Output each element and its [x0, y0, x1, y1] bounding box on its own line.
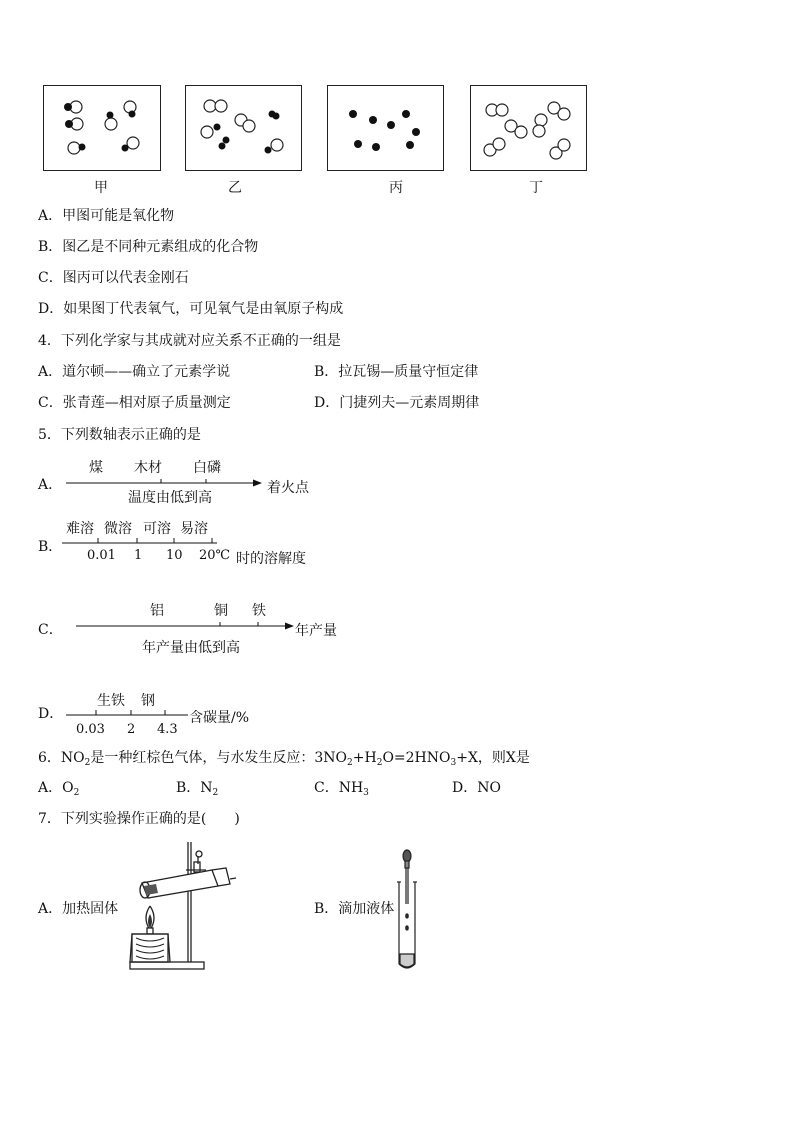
q4-stem: 4．下列化学家与其成就对应关系不正确的一组是 [38, 333, 341, 349]
q5-d-axis [66, 710, 190, 720]
figure-box-bing [327, 85, 444, 171]
q5-d-tick-0: 0.03 [76, 722, 105, 737]
q3-option-d: D．如果图丁代表氧气，可见氧气是由氧原子构成 [38, 301, 344, 317]
q5-b-tick-3: 20℃ [199, 548, 231, 563]
q7-option-b: B．滴加液体 [314, 901, 395, 917]
q5-d-axis-end: 含碳量/% [189, 710, 250, 726]
figure-label-yi: 乙 [228, 180, 242, 196]
q5-option-b-label: B． [38, 539, 63, 555]
q5-c-item-al: 铝 [150, 603, 164, 619]
q5-a-below: 温度由低到高 [128, 490, 212, 506]
q5-stem: 5．下列数轴表示正确的是 [38, 427, 201, 443]
molecule-diagram-ding [471, 86, 585, 169]
q3-option-b: B．图乙是不同种元素组成的化合物 [38, 239, 259, 255]
q5-a-item-wood: 木材 [134, 460, 162, 476]
q5-c-axis [74, 619, 298, 633]
molecule-diagram-jia [44, 86, 159, 169]
q5-option-c-label: C． [38, 622, 63, 638]
q5-d-tick-2: 4.3 [157, 722, 178, 737]
q4-option-d: D．门捷列夫—元素周期律 [314, 395, 480, 411]
q7-option-a: A．加热固体 [38, 901, 119, 917]
q4-option-a: A．道尔顿——确立了元素学说 [38, 364, 231, 380]
figure-label-jia: 甲 [94, 180, 108, 196]
q5-a-item-coal: 煤 [89, 460, 103, 476]
q4-option-b: B．拉瓦锡—质量守恒定律 [314, 364, 479, 380]
q5-c-item-cu: 铜 [214, 603, 228, 619]
q5-option-d-label: D． [38, 706, 64, 722]
q5-option-a-label: A． [38, 477, 63, 493]
q5-b-axis [62, 538, 222, 548]
q5-b-item-1: 微溶 [104, 521, 132, 537]
q3-option-c: C．图丙可以代表金刚石 [38, 270, 189, 286]
figure-label-ding: 丁 [529, 180, 543, 196]
q5-b-tick-0: 0.01 [87, 548, 116, 563]
q5-c-item-fe: 铁 [252, 603, 266, 619]
q7-stem: 7．下列实验操作正确的是( ) [38, 811, 240, 827]
q6-option-c: C．$NH_3$ [314, 780, 369, 798]
figure-label-bing: 丙 [389, 180, 403, 196]
q5-c-below: 年产量由低到高 [142, 640, 240, 656]
dropper-test-tube-illustration [394, 846, 420, 974]
q5-b-tick-2: 10 [166, 548, 183, 563]
q5-b-item-0: 难溶 [66, 521, 94, 537]
q5-b-axis-end: 时的溶解度 [236, 551, 306, 567]
q5-d-tick-1: 2 [127, 722, 136, 737]
q5-b-item-3: 易溶 [180, 521, 208, 537]
q5-d-item-steel: 钢 [141, 693, 155, 709]
q4-option-c: C．张青莲—相对原子质量测定 [38, 395, 231, 411]
q6-option-a: A．$O_2$ [38, 780, 80, 798]
molecule-diagram-bing [328, 86, 442, 169]
figure-box-ding [470, 85, 587, 171]
q5-a-item-phosphorus: 白磷 [193, 460, 221, 476]
q6-option-b: B．$N_2$ [176, 780, 219, 798]
q6-option-d: D．NO [452, 780, 501, 796]
q6-stem: 6．$NO_2$是一种红棕色气体，与水发生反应：$3NO_2+H_2O=2HNO_3+X$，则X是 [38, 750, 530, 768]
heating-solid-apparatus-illustration [126, 838, 236, 972]
figure-box-jia [43, 85, 161, 171]
q5-c-axis-end: 年产量 [295, 623, 337, 639]
q5-b-tick-1: 1 [134, 548, 143, 563]
q5-d-item-pigiron: 生铁 [97, 693, 125, 709]
q5-a-axis-end: 着火点 [267, 480, 309, 496]
molecule-diagram-yi [186, 86, 300, 169]
q5-b-item-2: 可溶 [143, 521, 171, 537]
figure-box-yi [185, 85, 302, 171]
q3-option-a: A．甲图可能是氧化物 [38, 208, 175, 224]
